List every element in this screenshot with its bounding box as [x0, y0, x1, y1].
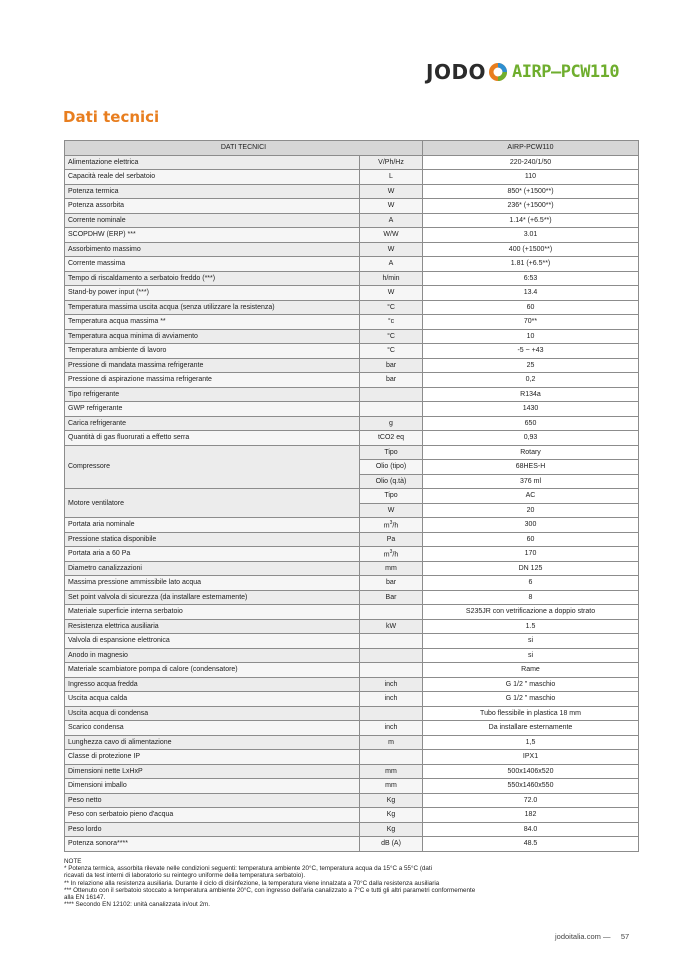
table-row [65, 431, 639, 446]
table-row [65, 837, 639, 852]
row-unit: inch [360, 721, 423, 736]
row-unit: W [360, 184, 423, 199]
row-value: 1.5 [423, 619, 639, 634]
table-row [65, 576, 639, 591]
row-parameter: Ingresso acqua fredda [65, 677, 360, 692]
row-unit: tCO2 eq [360, 431, 423, 446]
row-value: G 1/2 " maschio [423, 692, 639, 707]
note-line: *** Ottenuto con il serbatoio stoccato a temperatura ambiente 20°C, con ingresso dell'aria canalizzato a 7°C e tutti gli altri parametri conformemente [64, 886, 476, 894]
table-row [65, 315, 639, 330]
table-row [65, 692, 639, 707]
row-unit: Pa [360, 532, 423, 547]
table-row [65, 213, 639, 228]
row-value: 48.5 [423, 837, 639, 852]
row-value: 60 [423, 532, 639, 547]
footer-page-number: 57 [620, 932, 630, 941]
row-unit: inch [360, 677, 423, 692]
table-row [65, 402, 639, 417]
row-value: 70** [423, 315, 639, 330]
table-row [65, 619, 639, 634]
row-value: Tubo flessibile in plastica 18 mm [423, 706, 639, 721]
row-value: 1.14* (+6.5**) [423, 213, 639, 228]
row-parameter: Peso lordo [65, 822, 360, 837]
notes-heading: NOTE [64, 858, 82, 865]
row-value: 110 [423, 170, 639, 185]
table-row [65, 387, 639, 402]
row-unit: g [360, 416, 423, 431]
row-unit: inch [360, 692, 423, 707]
row-parameter: Potenza assorbita [65, 199, 360, 214]
table-header-row [65, 141, 639, 156]
table-header-model: AIRP-PCW110 [423, 141, 639, 156]
row-value: 84.0 [423, 822, 639, 837]
row-parameter: Corrente nominale [65, 213, 360, 228]
table-row [65, 822, 639, 837]
table-row [65, 271, 639, 286]
row-unit [360, 663, 423, 678]
table-row [65, 155, 639, 170]
footer-site: jodoitalia.com [555, 932, 601, 941]
row-unit [360, 648, 423, 663]
table-row [65, 257, 639, 272]
row-parameter: Scarico condensa [65, 721, 360, 736]
table-row [65, 677, 639, 692]
row-value: 6:53 [423, 271, 639, 286]
row-parameter: Tempo di riscaldamento a serbatoio freddo (***) [65, 271, 360, 286]
row-parameter: Quantità di gas fluorurati a effetto serra [65, 431, 360, 446]
table-row [65, 300, 639, 315]
row-value: 13.4 [423, 286, 639, 301]
table-row [65, 170, 639, 185]
brand-logo [426, 55, 619, 89]
row-unit: dB (A) [360, 837, 423, 852]
row-value: 20 [423, 503, 639, 518]
row-unit: W [360, 286, 423, 301]
row-unit: V/Ph/Hz [360, 155, 423, 170]
table-row [65, 373, 639, 388]
row-value: Rame [423, 663, 639, 678]
row-unit: Kg [360, 793, 423, 808]
row-value: 1.81 (+6.5**) [423, 257, 639, 272]
table-row [65, 286, 639, 301]
row-group-parameter: Motore ventilatore [65, 489, 360, 518]
row-unit [360, 750, 423, 765]
table-row [65, 344, 639, 359]
brand-mark-icon [487, 61, 509, 83]
row-parameter: Capacità reale del serbatoio [65, 170, 360, 185]
table-row [65, 764, 639, 779]
table-row [65, 242, 639, 257]
row-parameter: Alimentazione elettrica [65, 155, 360, 170]
row-unit: °C [360, 344, 423, 359]
page-footer [555, 932, 629, 941]
row-unit: W/W [360, 228, 423, 243]
row-parameter: Dimensioni imballo [65, 779, 360, 794]
table-row [65, 590, 639, 605]
row-value: 650 [423, 416, 639, 431]
row-unit: A [360, 257, 423, 272]
row-parameter: Temperatura acqua massima ** [65, 315, 360, 330]
row-parameter: Pressione statica disponibile [65, 532, 360, 547]
row-parameter: Portata aria nominale [65, 518, 360, 533]
row-value: 0,2 [423, 373, 639, 388]
row-unit: Kg [360, 808, 423, 823]
row-parameter: Peso con serbatoio pieno d'acqua [65, 808, 360, 823]
table-row [65, 561, 639, 576]
row-value: R134a [423, 387, 639, 402]
row-unit [360, 634, 423, 649]
row-parameter: Diametro canalizzazioni [65, 561, 360, 576]
row-value: 500x1406x520 [423, 764, 639, 779]
row-parameter: Tipo refrigerante [65, 387, 360, 402]
table-header-label: DATI TECNICI [65, 141, 423, 156]
row-value: AC [423, 489, 639, 504]
row-parameter: Resistenza elettrica ausiliaria [65, 619, 360, 634]
table-row [65, 329, 639, 344]
table-row [65, 184, 639, 199]
row-value: 0,93 [423, 431, 639, 446]
note-line: alla EN 16147. [64, 894, 106, 902]
note-line: ricavati da test interni di laboratorio su reintegro uniforme della temperatura serbatoio). [64, 872, 306, 880]
row-unit: °c [360, 315, 423, 330]
table-row [65, 489, 639, 504]
row-unit: m [360, 735, 423, 750]
table-row [65, 358, 639, 373]
note-line: **** Secondo EN 12102: unità canalizzata in/out 2m. [64, 901, 210, 909]
row-unit [360, 387, 423, 402]
row-unit [360, 402, 423, 417]
row-parameter: Uscita acqua calda [65, 692, 360, 707]
row-unit: mm [360, 561, 423, 576]
table-row [65, 199, 639, 214]
row-value: 6 [423, 576, 639, 591]
row-parameter: Massima pressione ammissibile lato acqua [65, 576, 360, 591]
row-unit: $m^3/h$ [360, 518, 423, 533]
row-unit [360, 706, 423, 721]
row-unit: mm [360, 779, 423, 794]
row-unit: kW [360, 619, 423, 634]
row-value: 400 (+1500**) [423, 242, 639, 257]
row-value: 3.01 [423, 228, 639, 243]
table-row [65, 793, 639, 808]
table-row [65, 735, 639, 750]
row-value: 8 [423, 590, 639, 605]
note-line: ** In relazione alla resistenza ausiliaria. Durante il ciclo di disinfezione, la temperatura viene innalzata a 70°C dalla resistenza ausiliaria [64, 879, 440, 887]
row-group-parameter: Compressore [65, 445, 360, 489]
row-value: 60 [423, 300, 639, 315]
table-row [65, 808, 639, 823]
row-value: Rotary [423, 445, 639, 460]
table-row [65, 445, 639, 460]
row-value: 10 [423, 329, 639, 344]
row-value: si [423, 634, 639, 649]
row-value: G 1/2 " maschio [423, 677, 639, 692]
row-parameter: SCOPDHW (ERP) *** [65, 228, 360, 243]
row-parameter: Portata aria a 60 Pa [65, 547, 360, 562]
row-value: -5 ~ +43 [423, 344, 639, 359]
row-parameter: Uscita acqua di condensa [65, 706, 360, 721]
row-parameter: Stand-by power input (***) [65, 286, 360, 301]
spec-table-body [65, 155, 639, 851]
table-row [65, 228, 639, 243]
row-parameter: Temperatura ambiente di lavoro [65, 344, 360, 359]
row-unit: bar [360, 373, 423, 388]
row-parameter: Dimensioni nette LxHxP [65, 764, 360, 779]
row-unit: Tipo [360, 489, 423, 504]
table-row [65, 532, 639, 547]
row-parameter: GWP refrigerante [65, 402, 360, 417]
row-unit: $m^3/h$ [360, 547, 423, 562]
row-unit: W [360, 503, 423, 518]
row-value: Da installare esternamente [423, 721, 639, 736]
row-value: si [423, 648, 639, 663]
row-unit [360, 605, 423, 620]
row-value: S235JR con vetrificazione a doppio strato [423, 605, 639, 620]
notes-block [64, 858, 624, 908]
row-unit: W [360, 242, 423, 257]
row-unit: Olio (tipo) [360, 460, 423, 475]
row-value: DN 125 [423, 561, 639, 576]
row-unit: L [360, 170, 423, 185]
row-value: 850* (+1500**) [423, 184, 639, 199]
row-parameter: Carica refrigerante [65, 416, 360, 431]
row-parameter: Temperatura acqua minima di avviamento [65, 329, 360, 344]
table-row [65, 634, 639, 649]
row-parameter: Materiale superficie interna serbatoio [65, 605, 360, 620]
table-row [65, 706, 639, 721]
table-row [65, 779, 639, 794]
row-parameter: Classe di protezione IP [65, 750, 360, 765]
row-parameter: Lunghezza cavo di alimentazione [65, 735, 360, 750]
row-unit: W [360, 199, 423, 214]
row-unit: h/min [360, 271, 423, 286]
table-row [65, 721, 639, 736]
row-value: 72.0 [423, 793, 639, 808]
row-parameter: Corrente massima [65, 257, 360, 272]
row-value: 376 ml [423, 474, 639, 489]
row-value: IPX1 [423, 750, 639, 765]
row-value: 1430 [423, 402, 639, 417]
row-parameter: Potenza termica [65, 184, 360, 199]
row-value: 300 [423, 518, 639, 533]
table-row [65, 518, 639, 533]
row-value: 182 [423, 808, 639, 823]
row-parameter: Potenza sonora**** [65, 837, 360, 852]
row-unit: Bar [360, 590, 423, 605]
row-unit: bar [360, 576, 423, 591]
row-unit: Kg [360, 822, 423, 837]
row-value: 25 [423, 358, 639, 373]
row-unit: °C [360, 329, 423, 344]
note-line: * Potenza termica, assorbita rilevate nelle condizioni seguenti: temperatura ambiente 20°C, temperatura acqua da 15°C a 55°C (dati [64, 865, 433, 873]
row-unit: °C [360, 300, 423, 315]
footer-separator: — [602, 932, 611, 941]
row-unit: mm [360, 764, 423, 779]
table-row [65, 648, 639, 663]
row-parameter: Valvola di espansione elettronica [65, 634, 360, 649]
brand-model: AIRP–PCW110 [512, 62, 620, 82]
row-parameter: Peso netto [65, 793, 360, 808]
row-parameter: Assorbimento massimo [65, 242, 360, 257]
row-unit: A [360, 213, 423, 228]
row-unit: bar [360, 358, 423, 373]
row-parameter: Materiale scambiatore pompa di calore (condensatore) [65, 663, 360, 678]
row-value: 550x1460x550 [423, 779, 639, 794]
row-unit: Tipo [360, 445, 423, 460]
table-row [65, 605, 639, 620]
row-parameter: Set point valvola di sicurezza (da installare esternamente) [65, 590, 360, 605]
table-row [65, 547, 639, 562]
row-value: 220-240/1/50 [423, 155, 639, 170]
row-value: 236* (+1500**) [423, 199, 639, 214]
row-unit: Olio (q.tà) [360, 474, 423, 489]
table-row [65, 750, 639, 765]
table-row [65, 416, 639, 431]
brand-name: JODO [426, 60, 487, 84]
row-value: 1,5 [423, 735, 639, 750]
spec-table [64, 140, 639, 852]
table-row [65, 663, 639, 678]
row-parameter: Pressione di aspirazione massima refrigerante [65, 373, 360, 388]
row-value: 170 [423, 547, 639, 562]
row-parameter: Pressione di mandata massima refrigerante [65, 358, 360, 373]
row-value: 68HES-H [423, 460, 639, 475]
row-parameter: Anodo in magnesio [65, 648, 360, 663]
section-title: Dati tecnici [63, 108, 160, 126]
row-parameter: Temperatura massima uscita acqua (senza utilizzare la resistenza) [65, 300, 360, 315]
